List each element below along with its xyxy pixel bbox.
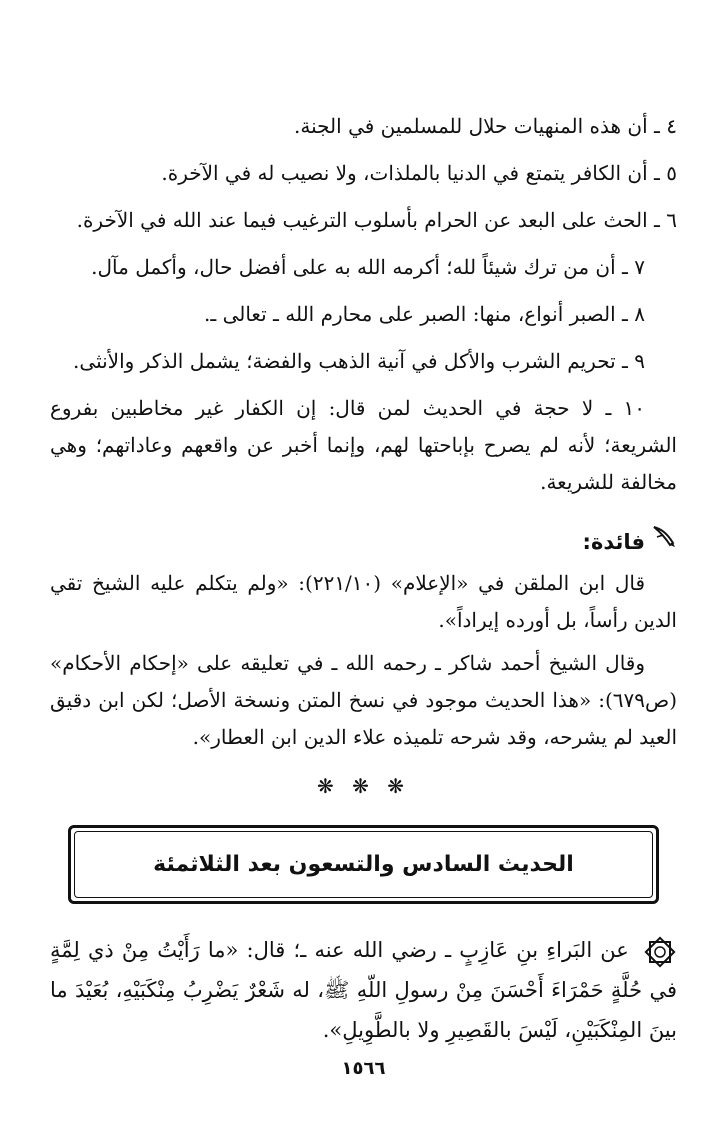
item-number: ٥ [666,161,677,185]
hadith-text-block [50,930,677,1050]
list-item: ٩ ـ تحريم الشرب والأكل في آنية الذهب والفضة؛ يشمل الذكر والأنثى. [73,349,645,373]
list-item: ٥ ـ أن الكافر يتمتع في الدنيا بالملذات، ولا نصيب له في الآخرة. [161,161,677,185]
list-item: ٦ ـ الحث على البعد عن الحرام بأسلوب الترغيب فيما عند الله في الآخرة. [76,208,677,232]
item-text: الحث على البعد عن الحرام بأسلوب الترغيب فيما عند الله في الآخرة. [76,208,648,232]
benefit-title: فائدة: [582,529,645,554]
item-text: تحريم الشرب والأكل في آنية الذهب والفضة؛ يشمل الذكر والأنثى. [73,349,616,373]
chapter-title-frame [68,825,659,904]
item-number: ٨ [634,302,645,326]
octagon-star-icon [629,938,677,962]
item-number: ٤ [666,114,677,138]
item-text: أن من ترك شيئاً لله؛ أكرمه الله به على أفضل حال، وأكمل مآل. [91,255,616,279]
item-number: ٩ [634,349,645,373]
item-text: أن هذه المنهيات حلال للمسلمين في الجنة. [294,114,648,138]
list-item: ١٠ ـ لا حجة في الحديث لمن قال: إن الكفار غير مخاطبين بفروع الشريعة؛ لأنه لم يصرح بإباحتها لهم، وإنما أخبر عن واقعهم وعاداتهم؛ وهي مخالفة للشريعة. [50,396,677,494]
item-number: ٧ [634,255,645,279]
list-item: ٤ ـ أن هذه المنهيات حلال للمسلمين في الجنة. [294,114,677,138]
item-text: الصبر أنواع، منها: الصبر على محارم الله ـ تعالى ـ. [204,302,616,326]
item-text: أن الكافر يتمتع في الدنيا بالملذات، ولا نصيب له في الآخرة. [161,161,648,185]
chapter-title: الحديث السادس والتسعون بعد الثلاثمئة [74,831,653,898]
hadith-text: عن البَراءِ بنِ عَازِبٍ ـ رضي الله عنه ـ؛ قال: «ما رَأَيْتُ مِنْ ذي لِمَّةٍ في حُلَّةٍ حَمْرَاءَ أَحْسَنَ مِنْ رسولِ اللّهِ ﷺ، له شَعْرٌ يَضْرِبُ مِنْكَبَيْهِ، بُعَيْدَ ما بينَ المِنْكَبَيْنِ، لَيْسَ بالقَصِيرِ ولا بالطَّوِيلِ». [50,938,677,1042]
page-number: ١٥٦٦ [341,1058,386,1079]
benefit-paragraph: وقال الشيخ أحمد شاكر ـ رحمه الله ـ في تعليقه على «إحكام الأحكام» (ص٦٧٩): «هذا الحديث موجود في نسخ المتن ونسخة الأصل؛ لكن ابن دقيق العيد لم يشرحه، وقد شرحه تلميذه علاء الدين ابن العطار». [50,651,677,749]
list-item: ٧ ـ أن من ترك شيئاً لله؛ أكرمه الله به على أفضل حال، وأكمل مآل. [91,255,645,279]
benefit-heading [50,523,677,561]
benefit-paragraph: قال ابن الملقن في «الإعلام» (٢٢١/١٠): «ولم يتكلم عليه الشيخ تقي الدين رأساً، بل أورده إيراداً». [50,571,677,632]
benefits-list [50,108,677,501]
list-item: ٨ ـ الصبر أنواع، منها: الصبر على محارم الله ـ تعالى ـ. [204,302,645,326]
item-number: ١٠ [623,396,646,420]
item-number: ٦ [666,208,677,232]
page-content [50,108,677,1050]
item-text: لا حجة في الحديث لمن قال: إن الكفار غير مخاطبين بفروع الشريعة؛ لأنه لم يصرح بإباحتها لهم، وإنما أخبر عن واقعهم وعاداتهم؛ وهي مخالفة للشريعة. [50,396,677,494]
section-separator: ❋ ❋ ❋ [317,774,410,798]
feather-pen-icon [651,523,677,561]
